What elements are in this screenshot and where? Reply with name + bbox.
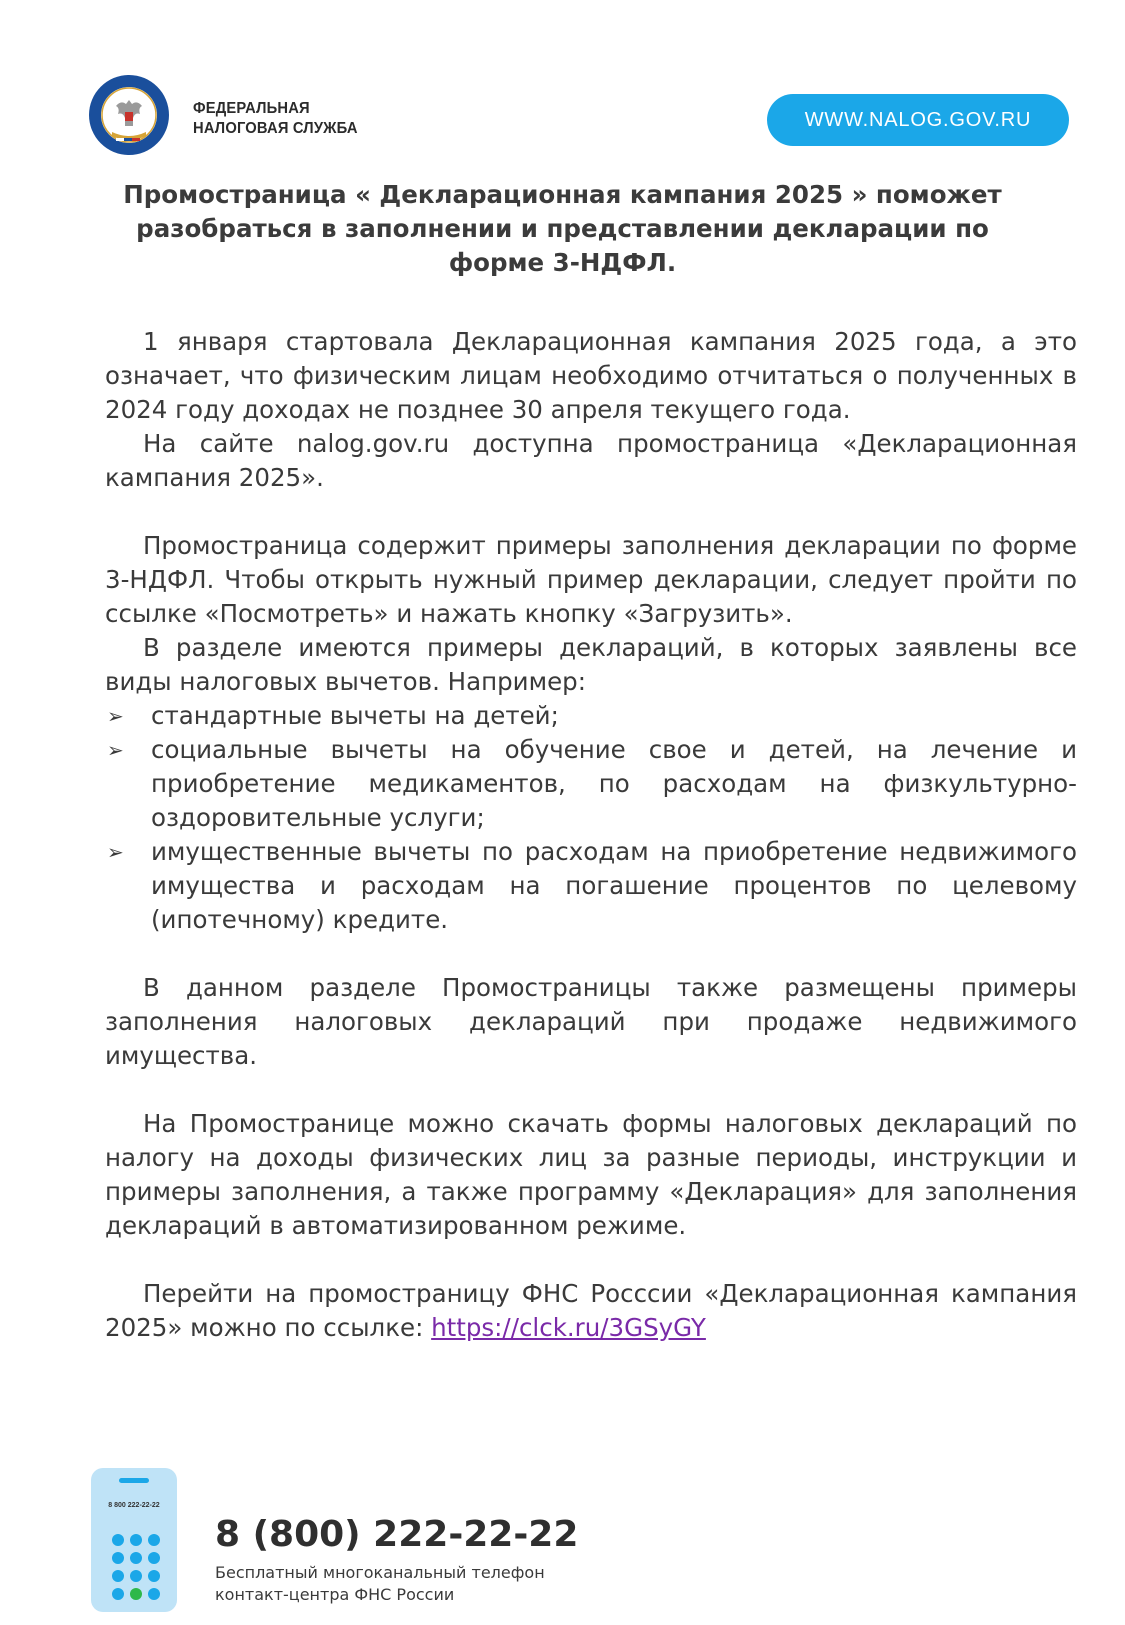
arrow-bullet-icon: ➢	[107, 840, 124, 864]
phone-icon	[91, 1468, 177, 1612]
paragraph-intro: 1 января стартовала Декларационная кампания 2025 года, а это означает, что физическим лицам необходимо отчитаться о полученных в 2024 году доходах не позднее 30 апреля текущего года.	[105, 327, 1077, 424]
promo-page-link[interactable]: https://clck.ru/3GSyGY	[431, 1313, 706, 1342]
article-body	[105, 325, 1077, 1345]
paragraph-site: На сайте nalog.gov.ru доступна промостраница «Декларационная кампания 2025».	[105, 429, 1077, 492]
phone-speaker-icon	[119, 1478, 149, 1483]
list-item-text: имущественные вычеты по расходам на приобретение недвижимого имущества и расходам на погашение процентов по целевому (ипотечному) кредите.	[151, 837, 1077, 934]
list-item	[105, 699, 1077, 733]
list-item	[105, 835, 1077, 937]
page-title: Промостраница « Декларационная кампания 2025 » поможет разобраться в заполнении и представлении декларации по форме 3-НДФЛ.	[123, 180, 1002, 277]
link-intro-text: Перейти на промостраницу ФНС Росссии «Декларационная кампания 2025» можно по ссылке:	[105, 1279, 1077, 1342]
list-item	[105, 733, 1077, 835]
hotline-description-line2: контакт-центра ФНС России	[215, 1585, 455, 1604]
phone-icon-number: 8 800 222-22-22	[108, 1502, 160, 1509]
arrow-bullet-icon: ➢	[107, 738, 124, 762]
keypad-icon	[112, 1534, 160, 1600]
paragraph-real-estate: В данном разделе Промостраницы также размещены примеры заполнения налоговых деклараций при продаже недвижимого имущества.	[105, 973, 1077, 1070]
list-item-text: стандартные вычеты на детей;	[151, 701, 559, 730]
hotline-description-line1: Бесплатный многоканальный телефон	[215, 1563, 545, 1582]
website-link-button[interactable]: WWW.NALOG.GOV.RU	[767, 94, 1069, 146]
list-item-text: социальные вычеты на обучение свое и детей, на лечение и приобретение медикаментов, по расходам на физкультурно-оздоровительные услуги;	[151, 735, 1077, 832]
arrow-bullet-icon: ➢	[107, 704, 124, 728]
paragraph-deductions: В разделе имеются примеры деклараций, в которых заявлены все виды налоговых вычетов. Например:	[105, 633, 1077, 696]
fns-emblem-icon	[88, 74, 170, 156]
deductions-list	[105, 699, 1077, 937]
paragraph-examples: Промостраница содержит примеры заполнения декларации по форме 3-НДФЛ. Чтобы открыть нужный пример декларации, следует пройти по ссылке «Посмотреть» и нажать кнопку «Загрузить».	[105, 531, 1077, 628]
organization-name	[193, 99, 358, 139]
organization-name-line2: НАЛОГОВАЯ СЛУЖБА	[193, 120, 358, 137]
organization-name-line1: ФЕДЕРАЛЬНАЯ	[193, 100, 310, 117]
paragraph-downloads: На Промостранице можно скачать формы налоговых деклараций по налогу на доходы физических лиц за разные периоды, инструкции и примеры заполнения, а также программу «Декларация» для заполнения деклараций в автоматизированном режиме.	[105, 1109, 1077, 1240]
hotline-description	[215, 1562, 545, 1606]
paragraph-link	[105, 1277, 1077, 1345]
hotline-number[interactable]: 8 (800) 222-22-22	[215, 1514, 579, 1555]
